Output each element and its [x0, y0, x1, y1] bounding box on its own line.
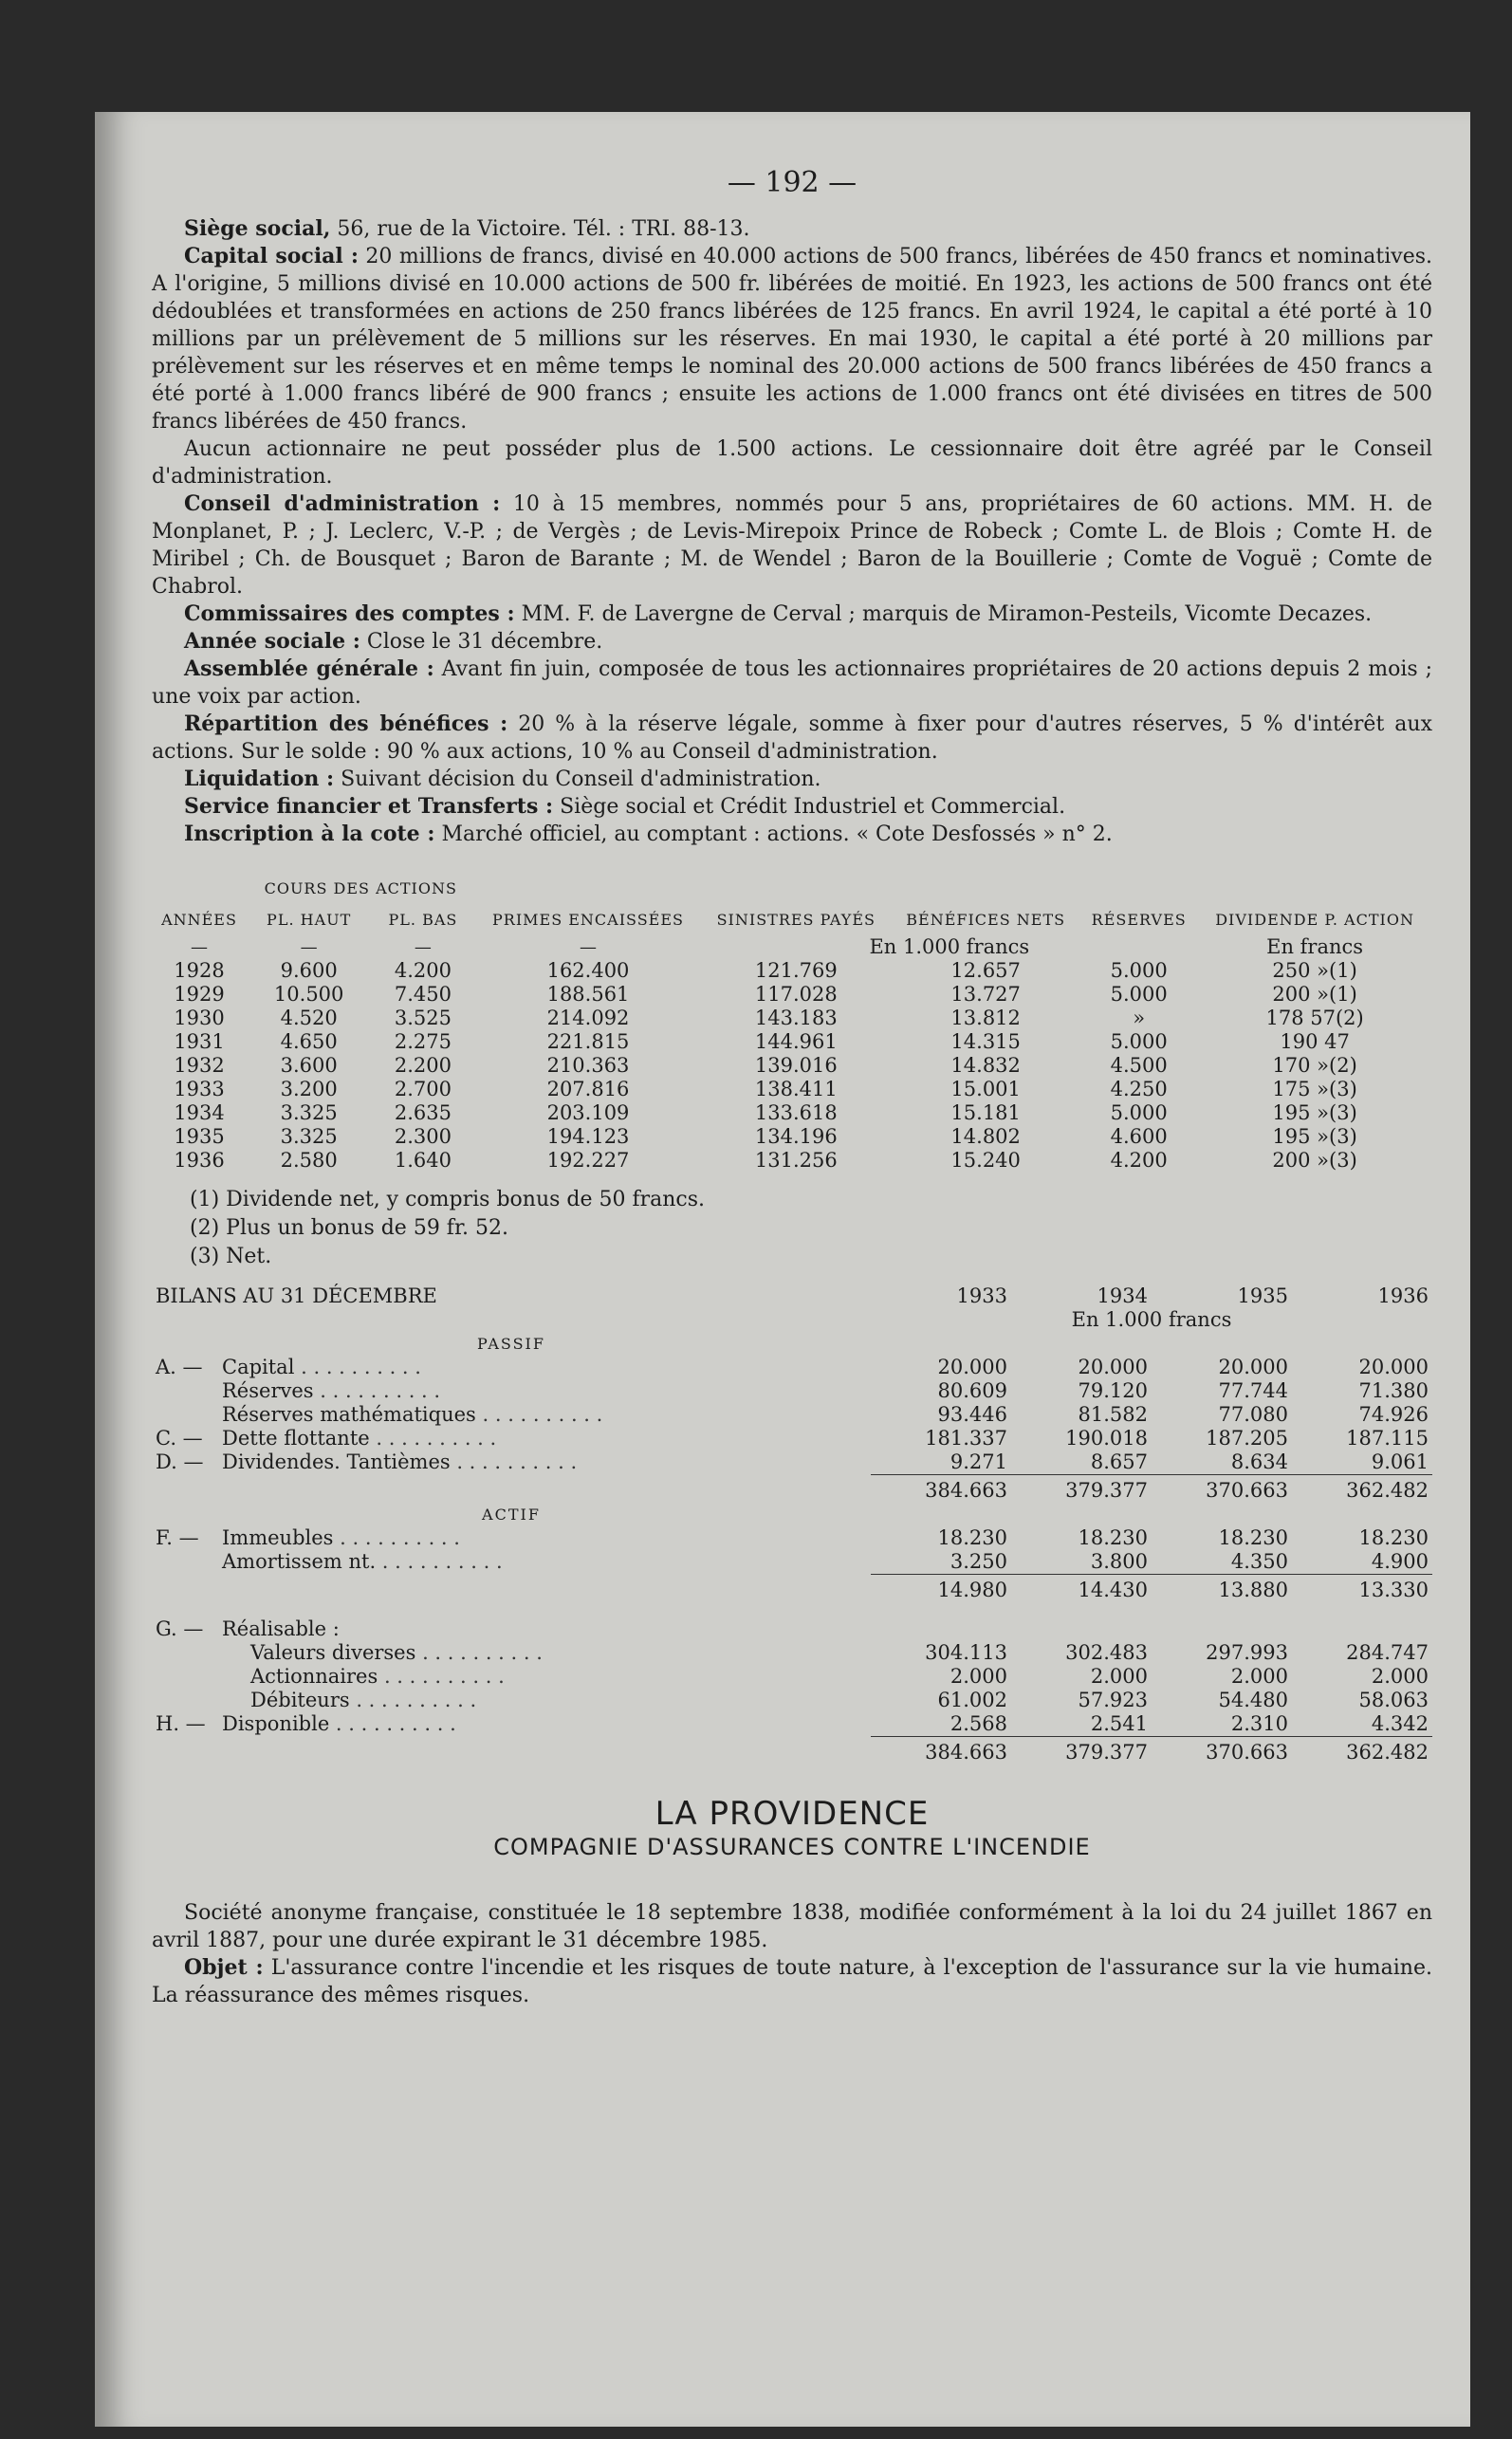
balance-row: H. — Disponible . . . . . . . . . . 2.568 2.541 2.310 4.342: [156, 1712, 1429, 1736]
table-cell: 214.092: [546, 1007, 630, 1029]
table-cell: 14.832: [950, 1054, 1021, 1077]
year-1933: 1933: [956, 1284, 1007, 1307]
table-cell: 2.635: [394, 1101, 452, 1124]
table-cell: 2.300: [394, 1125, 452, 1148]
balance-sheet: [152, 1284, 1432, 1765]
table-cell: 134.196: [754, 1125, 838, 1148]
table-cell: 188.561: [546, 983, 630, 1006]
info-paragraph: Aucun actionnaire ne peut posséder plus de 1.500 actions. Le cessionnaire doit être agréé par le Conseil d'administration.: [152, 437, 1432, 489]
bilans-title: BILANS AU 31 DÉCEMBRE: [156, 1284, 437, 1307]
col-annees: ANNÉES: [161, 911, 237, 929]
table-cell: 1933: [174, 1078, 225, 1100]
table-cell: 4.200: [1110, 1149, 1168, 1172]
table-cell: 203.109: [546, 1101, 630, 1124]
table-cell: 194.123: [546, 1125, 630, 1148]
table-cell: 7.450: [394, 983, 452, 1006]
info-paragraph: Siège social, 56, rue de la Victoire. Tél. : TRI. 88-13.: [184, 216, 750, 241]
total-row: 384.663 379.377 370.663 362.482: [152, 1475, 1432, 1504]
table-cell: 9.600: [280, 959, 338, 982]
table-cell: 4.650: [280, 1030, 338, 1053]
info-paragraph: Répartition des bénéfices : 20 % à la réserve légale, somme à fixer pour d'autres réserves, 5 % d'intérêt aux actions. Sur le solde : 90 % aux actions, 10 % au Conseil d'administration.: [152, 711, 1432, 764]
table-cell: 3.525: [394, 1007, 452, 1029]
info-paragraph: Assemblée générale : Avant fin juin, composée de tous les actionnaires propriétaires de 20 actions depuis 2 mois ; une voix par action.: [152, 656, 1432, 709]
info-paragraph: Commissaires des comptes : MM. F. de Lavergne de Cerval ; marquis de Miramon-Pesteils, Vicomte Decazes.: [184, 601, 1373, 626]
balance-row: Valeurs diverses . . . . . . . . . . 304.113 302.483 297.993 284.747: [250, 1641, 1429, 1664]
table-cell: 5.000: [1110, 983, 1168, 1006]
balance-row: F. — Immeubles . . . . . . . . . . 18.230 18.230 18.230 18.230: [156, 1526, 1429, 1549]
table-cell: 1931: [174, 1030, 225, 1053]
table-cell: 15.001: [950, 1078, 1021, 1100]
table-row: [152, 1007, 1432, 1030]
table-cell: 15.181: [950, 1101, 1021, 1124]
table-cell: 143.183: [754, 1007, 838, 1029]
table-row: [152, 1125, 1432, 1149]
table-cell: 1929: [174, 983, 225, 1006]
info-paragraph: Service financier et Transferts : Siège social et Crédit Industriel et Commercial.: [184, 794, 1066, 819]
table-cell: 210.363: [546, 1054, 630, 1077]
table-cell: 5.000: [1110, 1101, 1168, 1124]
table-row: [152, 1030, 1432, 1054]
table-row: [152, 1054, 1432, 1078]
info-paragraph: Capital social : 20 millions de francs, divisé en 40.000 actions de 500 francs, libérées de 450 francs et nominatives. A l'origine, 5 millions divisé en 10.000 actions de 500 fr. libérées de moitié. En 1923, les actions de 500 francs ont été dédoublées et transformées en actions de 250 francs libérées de 125 francs. En avril 1924, le capital a été porté à 10 millions par un prélèvement de 5 millions sur les réserves. En mai 1930, le capital a été porté à 20 millions par prélèvement sur les réserves et en même temps le nominal des 20.000 actions de 500 francs libérées de 450 francs a été porté à 1.000 francs libéré de 900 francs ; ensuite les actions de 1.000 francs ont été divisées en titres de 500 francs libérées de 450 francs.: [152, 244, 1432, 434]
table-cell: 1.640: [394, 1149, 452, 1172]
balance-row: Amortissem nt. . . . . . . . . . . 3.250 3.800 4.350 4.900: [222, 1550, 1429, 1574]
col-benefices: BÉNÉFICES NETS: [906, 911, 1066, 929]
balance-row: Débiteurs . . . . . . . . . . 61.002 57.923 54.480 58.063: [250, 1689, 1429, 1711]
info-paragraph: Inscription à la cote : Marché officiel, au comptant : actions. « Cote Desfossés » n° 2.: [184, 822, 1113, 846]
table-cell: 1936: [174, 1149, 225, 1172]
balance-row: Réserves . . . . . . . . . . 80.609 79.120 77.744 71.380: [222, 1379, 1429, 1402]
footnote: (3) Net.: [190, 1245, 272, 1268]
table-cell: 200 »(3): [1272, 1149, 1357, 1172]
table-row: [152, 959, 1432, 983]
table-cell: 1932: [174, 1054, 225, 1077]
company-name: LA PROVIDENCE: [655, 1795, 930, 1833]
footnote: (1) Dividende net, y compris bonus de 50 francs.: [190, 1188, 706, 1211]
col-sinistres: SINISTRES PAYÉS: [716, 911, 876, 929]
table-cell: 3.325: [280, 1101, 338, 1124]
section-title: ACTIF: [482, 1506, 541, 1524]
table-cell: 1930: [174, 1007, 225, 1029]
col-cours: COURS DES ACTIONS: [264, 879, 457, 897]
table-cell: 117.028: [754, 983, 838, 1006]
table-row: [152, 983, 1432, 1007]
balance-row: Réserves mathématiques . . . . . . . . . . 93.446 81.582 77.080 74.926: [222, 1403, 1429, 1426]
table-cell: 139.016: [754, 1054, 838, 1077]
balance-row: A. — Capital . . . . . . . . . . 20.000 20.000 20.000 20.000: [156, 1356, 1429, 1378]
footnotes: [190, 1186, 1432, 1271]
table-cell: 1928: [174, 959, 225, 982]
table-cell: 192.227: [546, 1149, 630, 1172]
info-paragraph: Conseil d'administration : 10 à 15 membres, nommés pour 5 ans, propriétaires de 60 actions. MM. H. de Monplanet, P. ; J. Leclerc, V.-P. ; de Vergès ; de Levis-Mirepoix Prince de Robeck ; Comte L. de Blois ; Comte H. de Miribel ; Ch. de Bousquet ; Baron de Barante ; M. de Wendel ; Baron de la Bouillerie ; Comte de Voguë ; Comte de Chabrol.: [152, 491, 1432, 599]
table-cell: 2.200: [394, 1054, 452, 1077]
share-price-table: ANNÉES COURS DES ACTIONS PRIMES ENCAISSÉES SINISTRES PAYÉS BÉNÉFICES NETS RÉSERVES DIVIDENDE P. ACTION PL. HAUT PL. BAS — — — — En 1.000 francs En francs 1928 9.600 4.200 162.400 121.769 12.657 5.000 250 »(1) 1929 10.500 7.450 188.561 117.028 13.727 5.000 200 »(1) 1930 4.520 3.525 214.092 143.183 13.812 » 178 57(2) 1931 4.650 2.275 221.815 144.961 14.315 5.000 190 47 1932 3.600 2.200 210.363 139.016 14.832 4.500 170 »(2) 1933 3.200 2.700 207.816 138.411 15.001 4.250 175 »(3) 1934 3.325 2.635 203.109 133.618 15.181 5.000 195 »(3) 1935 3.325 2.300 194.123 134.196 14.802 4.600 195 »(3) 1936 2.580 1.640 192.227 131.256 15.240 4.200 200 »(3): [152, 873, 1432, 1173]
table-cell: 121.769: [754, 959, 838, 982]
table-cell: 14.315: [950, 1030, 1021, 1053]
total-row: 384.663 379.377 370.663 362.482: [152, 1737, 1432, 1765]
table-cell: 2.275: [394, 1030, 452, 1053]
table-cell: 12.657: [950, 959, 1021, 982]
table-cell: 5.000: [1110, 959, 1168, 982]
info-paragraph: Année sociale : Close le 31 décembre.: [184, 629, 603, 654]
table-row: [152, 1078, 1432, 1101]
company-subtitle: COMPAGNIE D'ASSURANCES CONTRE L'INCENDIE: [493, 1834, 1091, 1860]
company-objet: Objet : L'assurance contre l'incendie et les risques de toute nature, à l'exception de l'assurance sur la vie humaine. La réassurance des mêmes risques.: [152, 1955, 1432, 2007]
table-cell: 131.256: [754, 1149, 838, 1172]
company-info: [152, 215, 1432, 848]
table-cell: 190 47: [1280, 1030, 1350, 1053]
table-cell: 2.700: [394, 1078, 452, 1100]
table-cell: 195 »(3): [1272, 1125, 1357, 1148]
table-cell: 3.600: [280, 1054, 338, 1077]
info-paragraph: Liquidation : Suivant décision du Conseil d'administration.: [184, 767, 821, 791]
table-cell: 144.961: [754, 1030, 838, 1053]
table-cell: 200 »(1): [1272, 983, 1357, 1006]
table-cell: 1934: [174, 1101, 225, 1124]
table-cell: 1935: [174, 1125, 225, 1148]
year-1936: 1936: [1377, 1284, 1429, 1307]
year-1935: 1935: [1237, 1284, 1288, 1307]
table-cell: 14.802: [950, 1125, 1021, 1148]
col-primes: PRIMES ENCAISSÉES: [492, 911, 684, 929]
page-number: — 192 —: [727, 166, 857, 199]
footnote: (2) Plus un bonus de 59 fr. 52.: [190, 1216, 509, 1240]
table-cell: 13.812: [950, 1007, 1021, 1029]
balance-row: G. — Réalisable :: [156, 1617, 340, 1640]
table-cell: 3.200: [280, 1078, 338, 1100]
balance-row: C. — Dette flottante . . . . . . . . . . 181.337 190.018 187.205 187.115: [156, 1427, 1429, 1450]
section-title: PASSIF: [477, 1335, 545, 1353]
table-row: [152, 1101, 1432, 1125]
table-cell: 13.727: [950, 983, 1021, 1006]
table-cell: 133.618: [754, 1101, 838, 1124]
table-cell: 162.400: [546, 959, 630, 982]
table-cell: 5.000: [1110, 1030, 1168, 1053]
table-cell: 10.500: [273, 983, 344, 1006]
col-pl-haut: PL. HAUT: [267, 911, 352, 929]
table-cell: 178 57(2): [1265, 1007, 1364, 1029]
col-reserves: RÉSERVES: [1091, 911, 1187, 929]
table-cell: 4.500: [1110, 1054, 1168, 1077]
col-dividende: DIVIDENDE P. ACTION: [1215, 911, 1414, 929]
table-cell: 15.240: [950, 1149, 1021, 1172]
page-content: [152, 166, 1432, 2009]
company-description: Société anonyme française, constituée le 18 septembre 1838, modifiée conformément à la loi du 24 juillet 1867 en avril 1887, pour une durée expirant le 31 décembre 1985.: [152, 1901, 1432, 1952]
table-cell: 2.580: [280, 1149, 338, 1172]
table-cell: 207.816: [546, 1078, 630, 1100]
table-cell: 175 »(3): [1272, 1078, 1357, 1100]
table-cell: 4.520: [280, 1007, 338, 1029]
table-cell: 195 »(3): [1272, 1101, 1357, 1124]
table-cell: 250 »(1): [1272, 959, 1357, 982]
table-cell: 4.250: [1110, 1078, 1168, 1100]
year-1934: 1934: [1097, 1284, 1148, 1307]
unit-dividende: En francs: [1266, 935, 1364, 958]
table-cell: »: [1133, 1007, 1146, 1029]
balance-row: Actionnaires . . . . . . . . . . 2.000 2.000 2.000 2.000: [250, 1665, 1429, 1688]
col-pl-bas: PL. BAS: [388, 911, 458, 929]
table-row: [152, 1149, 1432, 1173]
table-cell: 221.815: [546, 1030, 630, 1053]
balance-row: D. — Dividendes. Tantièmes . . . . . . . . . . 9.271 8.657 8.634 9.061: [156, 1450, 1429, 1474]
table-cell: 138.411: [754, 1078, 838, 1100]
bilans-unit: En 1.000 francs: [1071, 1308, 1232, 1331]
table-cell: 3.325: [280, 1125, 338, 1148]
table-cell: 4.600: [1110, 1125, 1168, 1148]
unit-label: En 1.000 francs: [869, 935, 1030, 958]
table-cell: 4.200: [394, 959, 452, 982]
book-page: [95, 112, 1470, 2427]
total-row: 14.980 14.430 13.880 13.330: [152, 1575, 1432, 1603]
table-cell: 170 »(2): [1272, 1054, 1357, 1077]
